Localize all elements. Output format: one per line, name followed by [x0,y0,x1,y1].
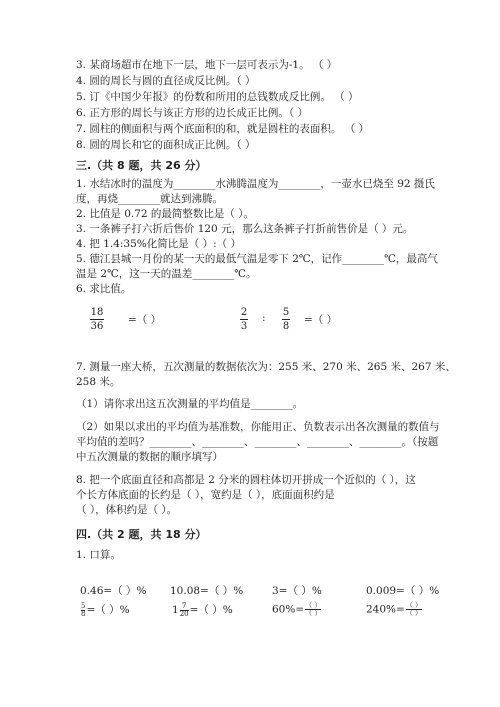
q6-text: 6. 求比值。 [76,283,132,295]
q8-line3: （ ），体积约是（ ）。 [76,504,178,516]
ratio-b-numerator-1: 2 [240,307,248,318]
q1-line1: 1. 水结冰时的温度为________水沸腾温度为________，一壶水已烧至 92 摄氏 [76,178,435,190]
q7-sub2-line1: （2）如果以求出的平均值为基准数，你能用正、负数表示出各次测量的数值与 [76,421,440,433]
calc-item-3: 3=（ ）% [272,585,322,597]
section-4-title: 四.（共 2 题，共 18 分） [76,528,207,541]
ratio-b-fraction-1 [240,307,248,332]
q7-sub2-line3: 中五次测量的数据的顺序填写） [76,451,223,463]
calc-item-5 [80,602,130,618]
ratio-b-fraction-2 [282,307,290,332]
fraction-bar [282,319,290,320]
numerator: （ ） [405,601,423,609]
judge-line-8: 8. 圆的周长和它的面积成正比例。（ ） [76,139,256,151]
denominator: （ ） [305,609,322,617]
numerator: 5 [81,601,86,610]
ratio-b-colon: : [262,312,266,324]
whole-number: 1 [172,604,179,616]
calc-item-6-rest: =（ ）% [189,604,233,616]
judge-line-3: 3. 某商场超市在地下一层，地下一层可表示为-1。 （ ） [76,59,338,71]
q1-line2: 度，再烧________就达到沸腾。 [76,193,223,205]
ratio-b-answer: =（ ） [304,314,338,326]
q7-line2: 258 米。 [76,376,121,388]
ratio-b-numerator-2: 5 [282,307,290,318]
fraction-bar [240,319,248,320]
calc-item-6 [172,602,233,618]
q8-line2: 个长方体底面的长约是（ ），宽约是（ ），底面面积约是 [76,489,335,501]
section-3-title: 三.（共 8 题，共 26 分） [76,159,207,172]
calc-item-7-left: 60%= [272,603,305,616]
judge-line-4: 4. 圆的周长与圆的直径成反比例。（ ） [76,75,256,87]
calc-item-8-left: 240%= [366,603,405,616]
calc-item-7 [272,602,322,617]
q2-text: 2. 比值是 0.72 的最简整数比是（ ）。 [76,208,254,220]
ratio-a-numerator: 18 [90,307,104,318]
ratio-b-denominator-2: 8 [282,321,290,332]
fraction [180,603,189,618]
numerator: （ ） [305,601,322,609]
ratio-a-answer: =（ ） [128,314,162,326]
judge-line-5: 5. 订《中国少年报》的份数和所用的总钱数成反比例。 （ ） [76,91,359,103]
q5-line2: 温是 2℃，这一天的温差________℃。 [76,268,257,280]
q4-1-text: 1. 口算。 [76,549,121,561]
calc-item-8 [366,602,423,617]
ratio-b-denominator-1: 3 [240,321,248,332]
fraction-bar [90,319,104,320]
q7-sub1: （1）请你求出这五次测量的平均值是________。 [76,398,304,410]
denominator: 20 [179,609,189,618]
fraction [305,602,321,617]
q8-line1: 8. 把一个底面直径和高都是 2 分米的圆柱体切开拼成一个近似的（ ），这 [76,474,416,486]
calc-item-4: 0.009=（ ）% [366,585,440,597]
q3-text: 3. 一条裤子打六折后售价 120 元，那么这条裤子打折前售价是（ ）元。 [76,223,414,235]
q7-sub2-line2: 平均值的差吗？________、________、________、________、________。（按题 [76,436,439,448]
judge-line-7: 7. 圆柱的侧面积与两个底面积的和，就是圆柱的表面积。 （ ） [76,123,370,135]
q4-text: 4. 把 1.4:35%化简比是（ ）:（ ） [76,238,241,250]
denominator: （ ） [405,609,423,617]
judge-line-6: 6. 正方形的周长与该正方形的边长成正比例。（ ） [76,107,308,119]
ratio-a-fraction [90,307,104,332]
calc-item-5-rest: =（ ）% [86,604,130,616]
q5-line1: 5. 德江县城一月份的某一天的最低气温是零下 2℃，记作________℃，最高气 [76,253,438,265]
calc-item-1: 0.46=（ ）% [80,585,147,597]
numerator: 7 [181,601,187,610]
ratio-a-denominator: 36 [90,321,104,332]
fraction [81,603,85,618]
denominator: 8 [81,609,86,618]
fraction [406,602,422,617]
calc-item-2: 10.08=（ ）% [170,585,244,597]
q7-line1: 7. 测量一座大桥，五次测量的数据依次为：255 米、270 米、265 米、267 米、 [76,361,456,373]
